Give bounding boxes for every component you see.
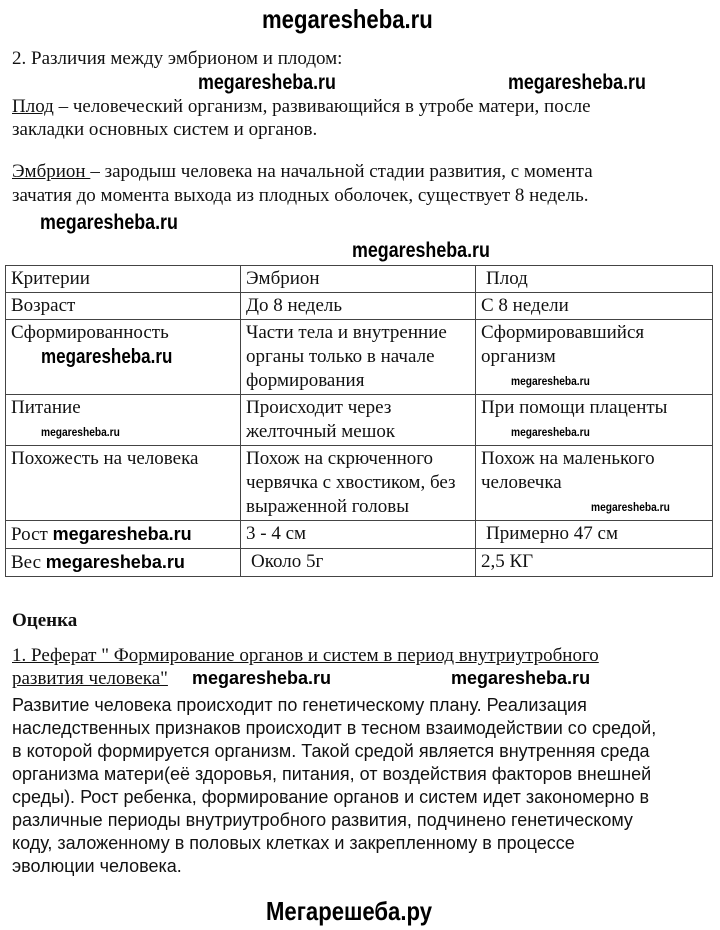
table-cell: Возраст <box>6 293 241 320</box>
watermark: megaresheba.ru <box>45 552 185 572</box>
table-row <box>6 395 713 446</box>
cell-text: Похож на маленького человечка <box>481 448 655 493</box>
definition-text: зачатия до момента выхода из плодных оболочек, существует 8 недель. <box>12 185 589 206</box>
table-row <box>6 549 713 577</box>
watermark: megaresheba.ru <box>591 500 670 514</box>
essay-title <box>12 644 720 667</box>
table-cell <box>6 521 241 549</box>
watermark: megaresheba.ru <box>52 524 192 544</box>
watermark: megaresheba.ru <box>508 71 646 94</box>
table-cell: Похож на скрюченного червячка с хвостиком, без выраженной головы <box>241 446 476 521</box>
table-cell: С 8 недели <box>476 293 713 320</box>
definition-text: закладки основных систем и органов. <box>12 119 318 140</box>
watermark: megaresheba.ru <box>198 71 336 94</box>
cell-text: Сформированность <box>11 322 169 343</box>
definition-text: – зародыш человека на начальной стадии развития, с момента <box>90 161 593 182</box>
paragraph-line: среды). Рост ребенка, формирование органов и систем идет закономерно в <box>12 787 650 807</box>
watermark: megaresheba.ru <box>191 668 331 688</box>
watermark: megaresheba.ru <box>511 374 590 388</box>
watermark: megaresheba.ru <box>352 239 490 262</box>
table-cell <box>476 395 713 446</box>
watermark: megaresheba.ru <box>451 668 591 688</box>
watermark: megaresheba.ru <box>511 425 590 439</box>
embryo-term: Эмбрион <box>12 161 91 182</box>
table-cell: Около 5г <box>241 549 476 577</box>
cell-text: Рост <box>11 524 48 545</box>
table-cell: До 8 недель <box>241 293 476 320</box>
footer-watermark: Мегарешеба.ру <box>266 896 432 926</box>
watermark: megaresheba.ru <box>41 425 120 439</box>
paragraph-line: эволюции человека. <box>12 856 182 876</box>
paragraph-line: различные периоды внутриутробного развития, подчинено генетическому <box>12 810 633 830</box>
section-heading: 2. Различия между эмбрионом и плодом: <box>12 48 343 69</box>
fetus-definition <box>12 96 591 118</box>
cell-text: Сформировавшийся организм <box>481 322 645 367</box>
table-header: Плод <box>476 266 713 293</box>
table-header: Критерии <box>6 266 241 293</box>
table-cell <box>476 320 713 395</box>
table-cell <box>6 549 241 577</box>
paragraph-line: Развитие человека происходит по генетическому плану. Реализация <box>12 695 587 715</box>
lower-content <box>0 265 720 878</box>
essay-title-line: 1. Реферат " Формирование органов и систем в период внутриутробного <box>12 645 599 666</box>
cell-text: Питание <box>11 397 81 418</box>
assessment-heading: Оценка <box>12 610 78 631</box>
table-cell: Происходит через желточный мешок <box>241 395 476 446</box>
cell-text: Вес <box>11 552 42 573</box>
watermark: megaresheba.ru <box>41 346 173 368</box>
essay-paragraph <box>0 694 720 878</box>
table-cell <box>6 395 241 446</box>
essay-title <box>12 667 720 690</box>
paragraph-line: в которой формируется организм. Такой средой является внутренняя среда <box>12 741 650 761</box>
table-cell: 3 - 4 см <box>241 521 476 549</box>
table-cell <box>476 446 713 521</box>
table-row <box>6 446 713 521</box>
fetus-term: Плод <box>12 96 54 117</box>
comparison-table <box>5 265 713 577</box>
watermark: megaresheba.ru <box>40 211 178 234</box>
essay-title-line: развития человека" <box>12 668 168 689</box>
table-cell <box>6 320 241 395</box>
table-cell: Части тела и внутренние органы только в начале формирования <box>241 320 476 395</box>
paragraph-line: коду, заложенному в половых клетках и закрепленному в процессе <box>12 833 575 853</box>
paragraph-line: наследственных признаков происходит в тесном взаимодействии со средой, <box>12 718 657 738</box>
table-cell: Примерно 47 см <box>476 521 713 549</box>
table-cell: 2,5 КГ <box>476 549 713 577</box>
embryo-definition <box>12 161 593 183</box>
table-row <box>6 293 713 320</box>
table-cell: Похожесть на человека <box>6 446 241 521</box>
table-row <box>6 521 713 549</box>
table-header-row <box>6 266 713 293</box>
cell-text: При помощи плаценты <box>481 397 668 418</box>
paragraph-line: организма матери(её здоровья, питания, от воздействия факторов внешней <box>12 764 652 784</box>
table-row <box>6 320 713 395</box>
definition-text: – человеческий организм, развивающийся в утробе матери, после <box>53 96 591 117</box>
table-header: Эмбрион <box>241 266 476 293</box>
watermark: megaresheba.ru <box>262 4 433 34</box>
